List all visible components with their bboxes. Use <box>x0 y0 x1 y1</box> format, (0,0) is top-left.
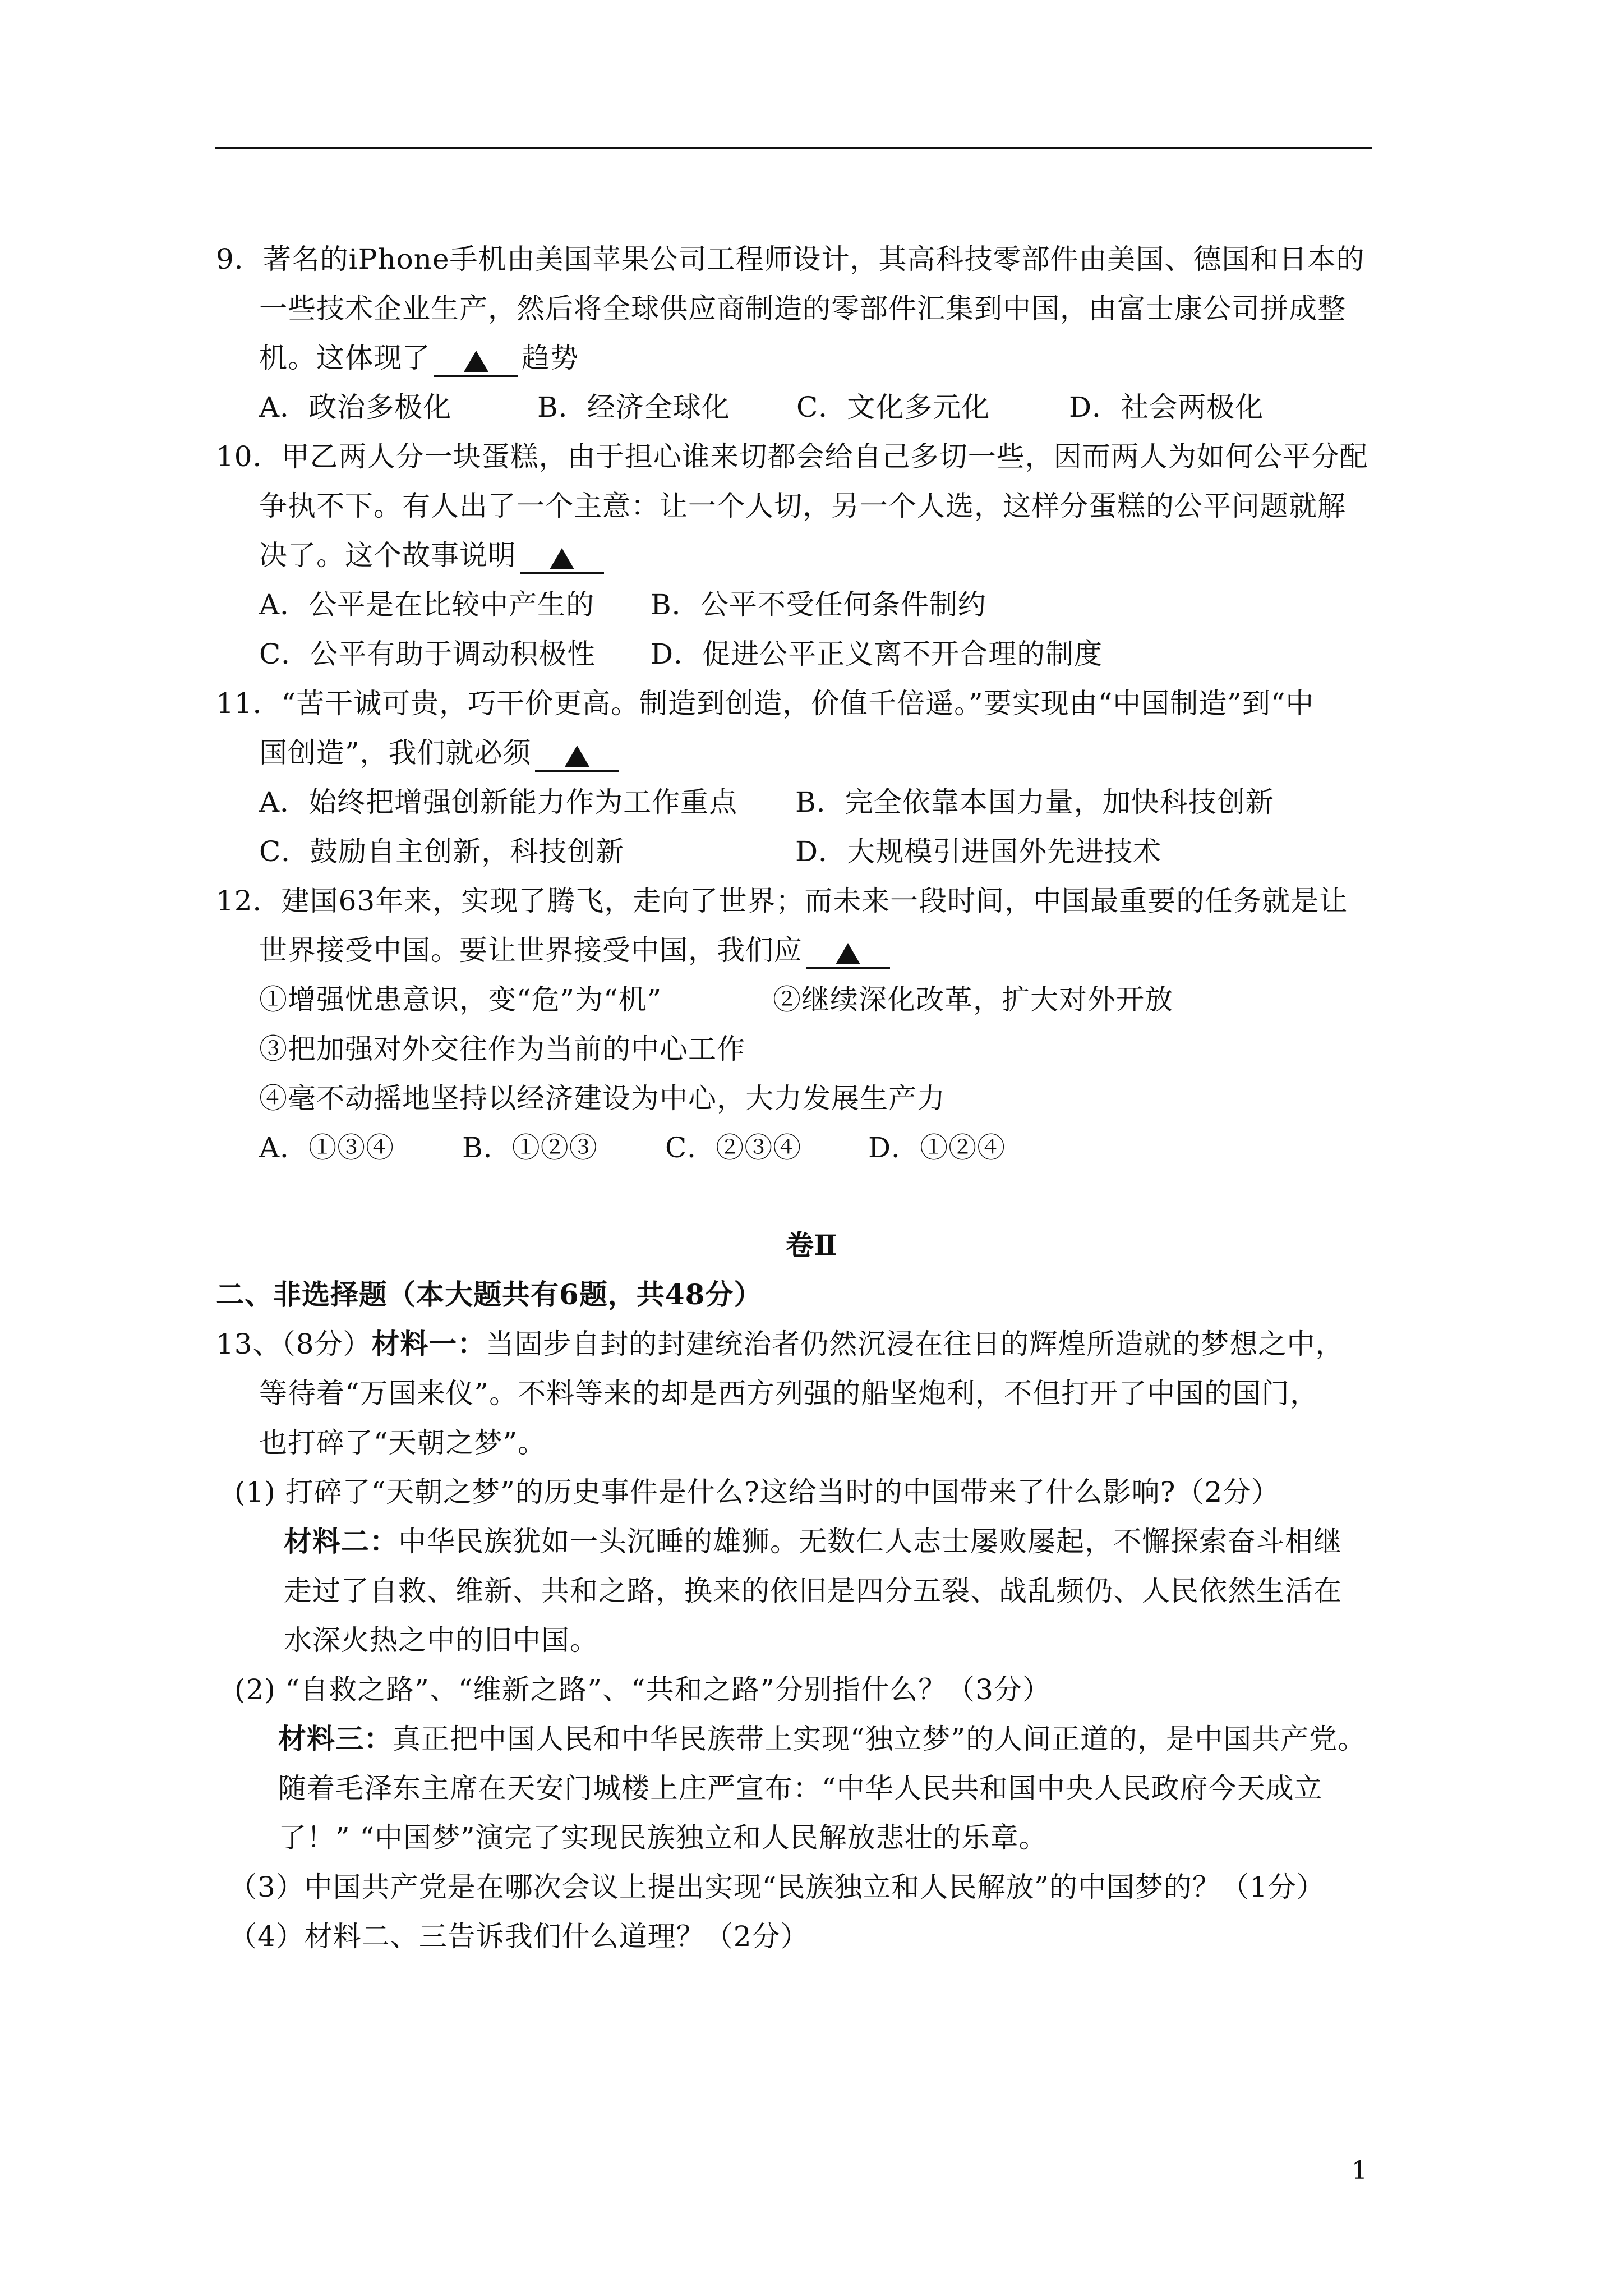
answer-blank[interactable] <box>434 346 518 377</box>
material-3-text: 真正把中国人民和中华民族带上实现“独立梦”的人间正道的，是中国共产党。 <box>393 1723 1367 1755</box>
q12-item-1: ①增强忧患意识，变“危”为“机” <box>259 983 662 1016</box>
q9-line1: 9．著名的iPhone手机由美国苹果公司工程师设计，其高科技零部件由美国、德国和日本的 <box>216 243 1365 275</box>
q13-prefix: 13、（8分） <box>216 1328 372 1360</box>
q12-option-c: C．②③④ <box>665 1131 802 1164</box>
material-2-line1 <box>284 1525 1342 1558</box>
q10-option-c: C．公平有助于调动积极性 <box>259 638 596 670</box>
q12-option-d: D．①②④ <box>868 1131 1006 1164</box>
material-3-line1 <box>278 1722 1366 1756</box>
triangle-icon <box>550 548 574 569</box>
q10-option-a: A．公平是在比较中产生的 <box>259 588 595 621</box>
q10-line3 <box>259 539 607 572</box>
q11-option-b: B．完全依靠本国力量，加快科技创新 <box>795 786 1274 818</box>
q9-option-b: B．经济全球化 <box>537 391 730 424</box>
q9-stem-tail: 趋势 <box>522 342 579 374</box>
q12-stem-end: 世界接受中国。要让世界接受中国，我们应 <box>259 934 803 967</box>
q11-line2 <box>259 736 623 770</box>
q12-line2 <box>259 933 893 967</box>
q11-option-a: A．始终把增强创新能力作为工作重点 <box>259 786 738 818</box>
q11-stem-end: 国创造”，我们就必须 <box>259 737 532 769</box>
material-2-text: 中华民族犹如一头沉睡的雄狮。无数仁人志士屡败屡起，不懈探索奋斗相继 <box>398 1525 1342 1558</box>
material-2-line3: 水深火热之中的旧中国。 <box>284 1624 598 1657</box>
q12-line1: 12．建国63年来，实现了腾飞，走向了世界；而未来一段时间，中国最重要的任务就是让 <box>216 885 1348 917</box>
material-1-line3: 也打碎了“天朝之梦”。 <box>259 1427 547 1459</box>
material-2-label: 材料二： <box>284 1525 398 1558</box>
q12-option-b: B．①②③ <box>462 1131 598 1164</box>
section-title: 卷Ⅱ <box>785 1228 838 1262</box>
section-heading: 二、非选择题（本大题共有6题，共48分） <box>216 1278 763 1311</box>
q11-line1: 11．“苦干诚可贵，巧干价更高。制造到创造，价值千倍遥。”要实现由“中国制造”到“中 <box>216 687 1315 720</box>
q9-option-d: D．社会两极化 <box>1069 391 1264 424</box>
q13-sub-1: (1) 打碎了“天朝之梦”的历史事件是什么?这给当时的中国带来了什么影响?（2分） <box>234 1476 1280 1508</box>
q12-option-a: A．①③④ <box>259 1131 395 1164</box>
q10-line1: 10．甲乙两人分一块蛋糕，由于担心谁来切都会给自己多切一些，因而两人为如何公平分配 <box>216 440 1368 473</box>
page-number: 1 <box>1352 2156 1367 2185</box>
q10-line2: 争执不下。有人出了一个主意：让一个人切，另一个人选，这样分蛋糕的公平问题就解 <box>259 490 1346 522</box>
material-3-label: 材料三： <box>278 1722 393 1755</box>
triangle-icon <box>464 351 488 372</box>
answer-blank[interactable] <box>535 740 619 772</box>
answer-blank[interactable] <box>806 938 890 969</box>
q10-option-b: B．公平不受任何条件制约 <box>651 588 986 621</box>
header-rule <box>215 147 1372 149</box>
q10-option-d: D．促进公平正义离不开合理的制度 <box>651 638 1103 670</box>
material-1-line2: 等待着“万国来仪”。不料等来的却是西方列强的船坚炮利，不但打开了中国的国门， <box>259 1377 1319 1410</box>
q13-line1 <box>216 1327 1344 1361</box>
q13-sub-2: (2) “自救之路”、“维新之路”、“共和之路”分别指什么？（3分） <box>234 1673 1051 1706</box>
q13-sub-3: （3）中国共产党是在哪次会议上提出实现“民族独立和人民解放”的中国梦的？（1分） <box>229 1871 1325 1903</box>
material-1-text: 当固步自封的封建统治者仍然沉浸在往日的辉煌所造就的梦想之中， <box>486 1328 1344 1360</box>
q12-item-2: ②继续深化改革，扩大对外开放 <box>773 983 1173 1016</box>
q9-option-c: C．文化多元化 <box>796 391 990 424</box>
q10-stem-end: 决了。这个故事说明 <box>259 539 517 572</box>
q13-sub-4: （4）材料二、三告诉我们什么道理？（2分） <box>229 1920 809 1953</box>
q9-stem-end: 机。这体现了 <box>259 342 431 374</box>
material-2-line2: 走过了自救、维新、共和之路，换来的依旧是四分五裂、战乱频仍、人民依然生活在 <box>284 1575 1342 1607</box>
material-3-line3: 了！” “中国梦”演完了实现民族独立和人民解放悲壮的乐章。 <box>278 1821 1048 1854</box>
q11-option-c: C．鼓励自主创新，科技创新 <box>259 835 625 868</box>
q9-line2: 一些技术企业生产，然后将全球供应商制造的零部件汇集到中国，由富士康公司拼成整 <box>259 292 1346 325</box>
material-1-label: 材料一： <box>371 1327 486 1360</box>
triangle-icon <box>836 943 860 964</box>
material-3-line2: 随着毛泽东主席在天安门城楼上庄严宣布：“中华人民共和国中央人民政府今天成立 <box>278 1772 1323 1805</box>
q11-option-d: D．大规模引进国外先进技术 <box>795 835 1162 868</box>
q12-item-4: ④毫不动摇地坚持以经济建设为中心，大力发展生产力 <box>259 1082 946 1115</box>
q12-item-3: ③把加强对外交往作为当前的中心工作 <box>259 1033 745 1065</box>
q9-line3 <box>259 341 579 375</box>
triangle-icon <box>565 746 589 767</box>
q9-option-a: A．政治多极化 <box>259 391 452 424</box>
answer-blank[interactable] <box>520 543 604 574</box>
